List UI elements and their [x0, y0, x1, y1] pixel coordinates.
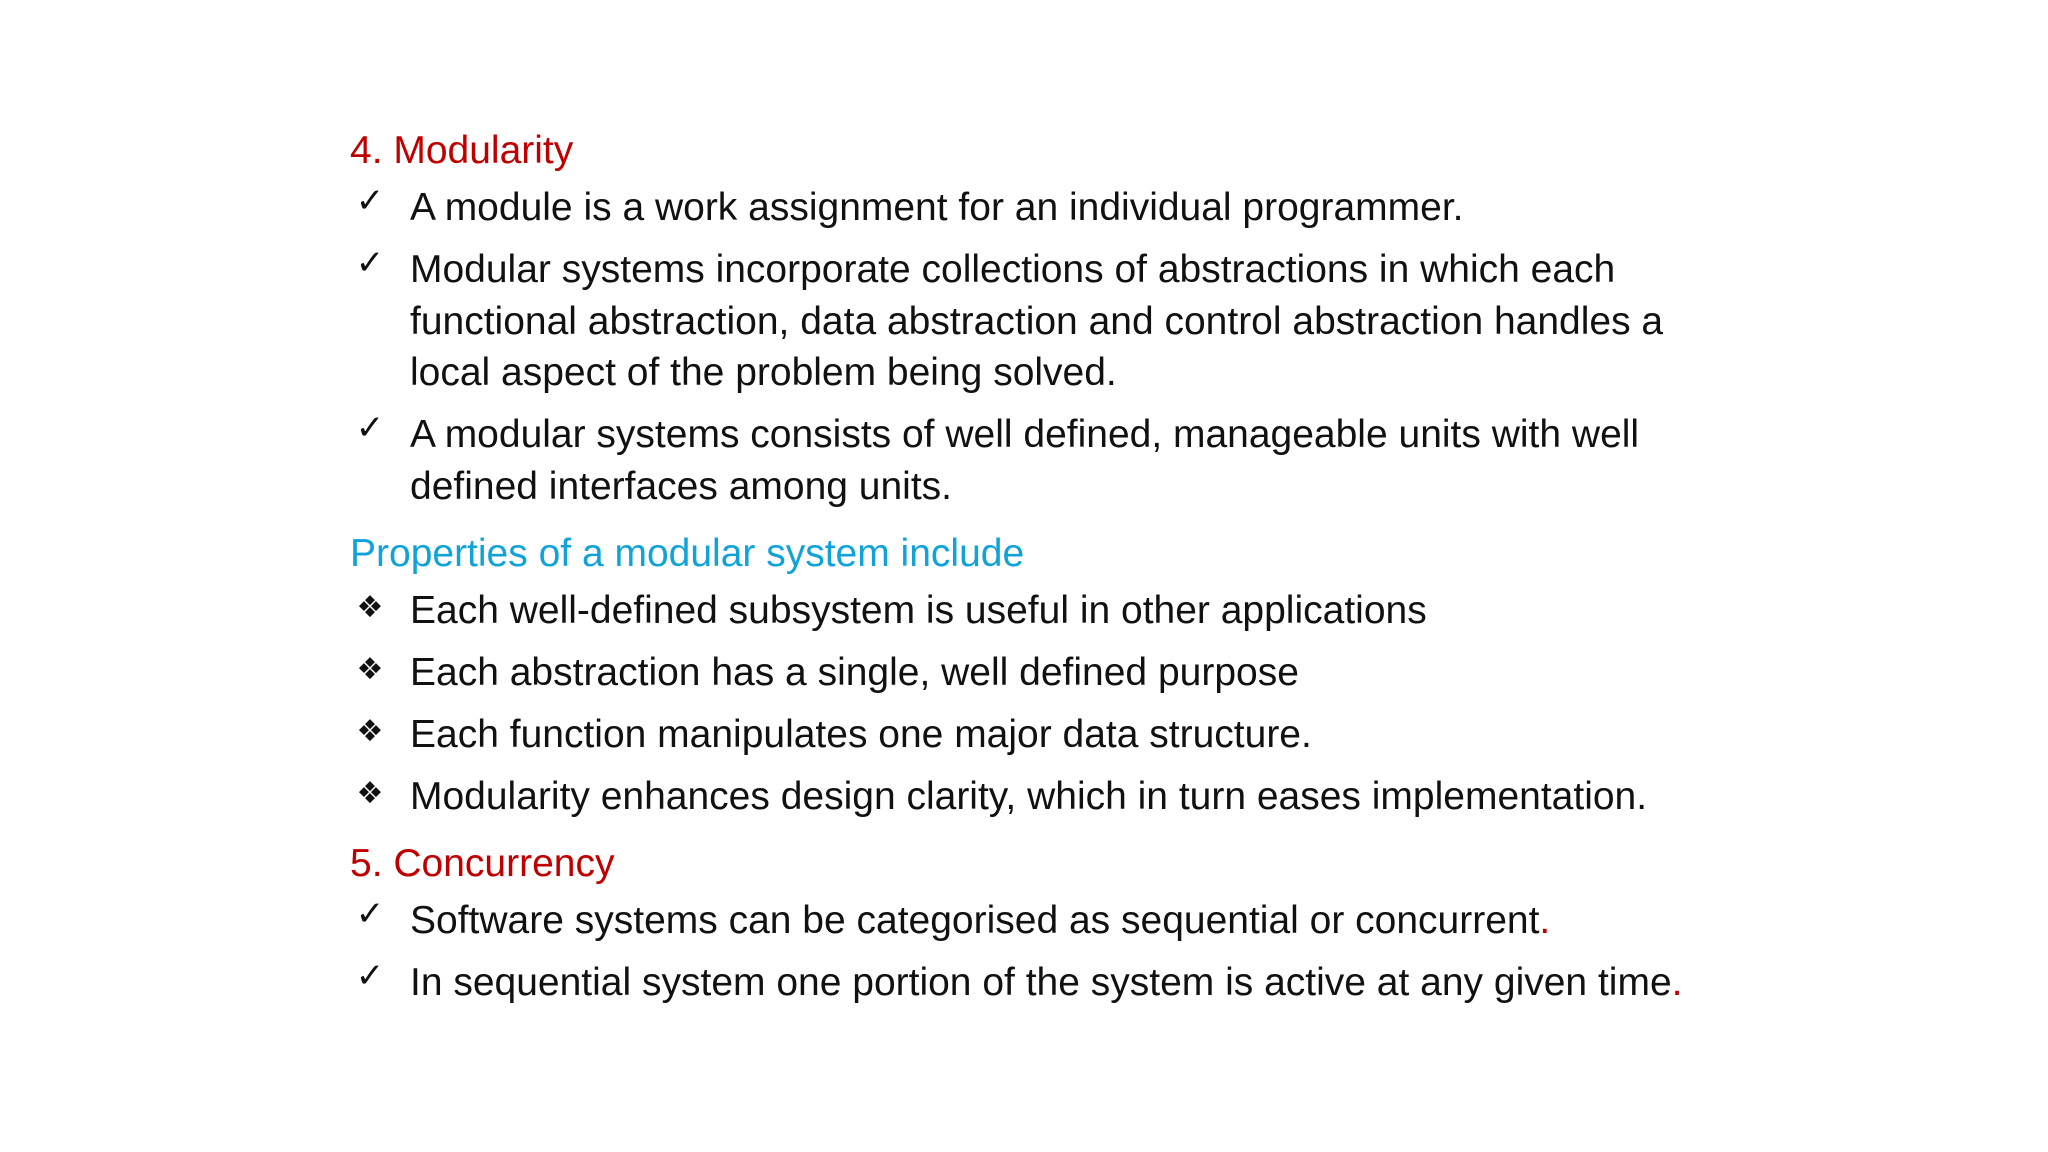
list-item — [350, 771, 1750, 823]
list-item-text: In sequential system one portion of the system is active at any given time — [410, 960, 1672, 1004]
list-item — [350, 709, 1750, 761]
check-icon: ✓ — [355, 243, 385, 283]
list-item-text: Each abstraction has a single, well defined purpose — [410, 650, 1299, 694]
list-item — [350, 957, 1750, 1009]
list-item-text: Software systems can be categorised as sequential or concurrent — [410, 898, 1540, 942]
end-mark: . — [1671, 960, 1683, 1004]
list-item-text: Modularity enhances design clarity, which in turn eases implementation. — [410, 774, 1648, 818]
check-icon: ✓ — [355, 181, 385, 221]
properties-heading: Properties of a modular system include — [350, 531, 1025, 575]
four-diamond-icon: ❖ — [356, 713, 384, 749]
list-item-text: Modular systems incorporate collections of abstractions in which each functional abstraction, data abstraction and control abstraction handles a local aspect of the problem being solved. — [410, 248, 1664, 394]
check-icon: ✓ — [355, 893, 385, 934]
list-item-text: A modular systems consists of well defined, manageable units with well defined interfaces among units. — [410, 413, 1640, 508]
list-item — [350, 244, 1750, 399]
four-diamond-icon: ❖ — [356, 775, 384, 811]
list-item — [350, 409, 1750, 512]
list-item — [350, 647, 1750, 699]
modularity-heading: 4. Modularity — [350, 129, 574, 172]
concurrency-heading: 5. Concurrency — [350, 841, 615, 885]
list-item-text: A module is a work assignment for an individual programmer. — [410, 186, 1464, 229]
list-item — [350, 895, 1750, 947]
list-item — [350, 182, 1750, 234]
check-icon: ✓ — [355, 408, 385, 448]
list-item — [350, 585, 1750, 637]
end-mark: . — [1539, 898, 1551, 942]
check-icon: ✓ — [355, 955, 385, 996]
slide-content — [350, 120, 1750, 1019]
list-item-text: Each well-defined subsystem is useful in other applications — [410, 588, 1427, 632]
four-diamond-icon: ❖ — [356, 589, 384, 625]
list-item-text: Each function manipulates one major data structure. — [410, 712, 1312, 756]
four-diamond-icon: ❖ — [356, 651, 384, 687]
